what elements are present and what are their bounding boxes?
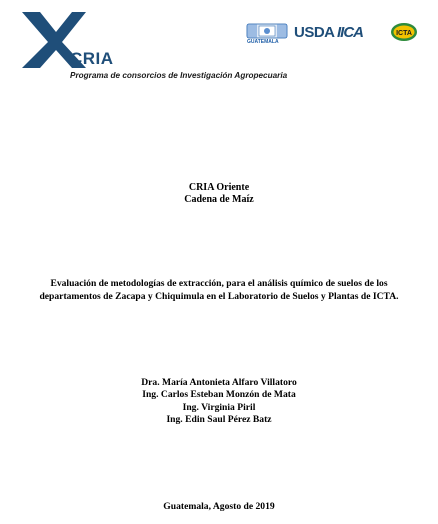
icta-logo [390, 22, 418, 42]
author: Ing. Virginia Piril [182, 401, 256, 413]
author: Ing. Edin Saul Pérez Batz [166, 413, 272, 425]
header [0, 0, 438, 92]
usda-logo: USDA [294, 24, 335, 41]
icta-label: ICTA [396, 30, 412, 37]
iica-logo: IICA [337, 24, 363, 41]
author: Dra. María Antonieta Alfaro Villatoro [141, 377, 297, 388]
chain-title: Cadena de Maíz [184, 194, 254, 205]
cria-logo-text: CRIA [70, 49, 114, 68]
study-title-line-2: departamentos de Zacapa y Chiquimula en el Laboratorio de Suelos y Plantas de ICTA. [39, 290, 399, 302]
icta-emblem-icon [390, 22, 418, 42]
authors-list [0, 377, 438, 426]
guatemala-label: GUATEMALA [247, 39, 279, 45]
partner-logos [245, 20, 420, 50]
author: Ing. Carlos Esteban Monzón de Mata [142, 389, 296, 401]
program-name: Programa de consorcios de Investigación Agropecuaria [70, 71, 288, 80]
guatemala-logo [245, 22, 289, 48]
study-title-line-1: Evaluación de metodologías de extracción, para el análisis químico de suelos de los [50, 278, 388, 289]
guatemala-emblem-icon [245, 22, 289, 40]
title-block [0, 182, 438, 206]
place-date: Guatemala, Agosto de 2019 [163, 501, 275, 512]
region-title: CRIA Oriente [188, 182, 250, 193]
study-title [0, 278, 438, 303]
